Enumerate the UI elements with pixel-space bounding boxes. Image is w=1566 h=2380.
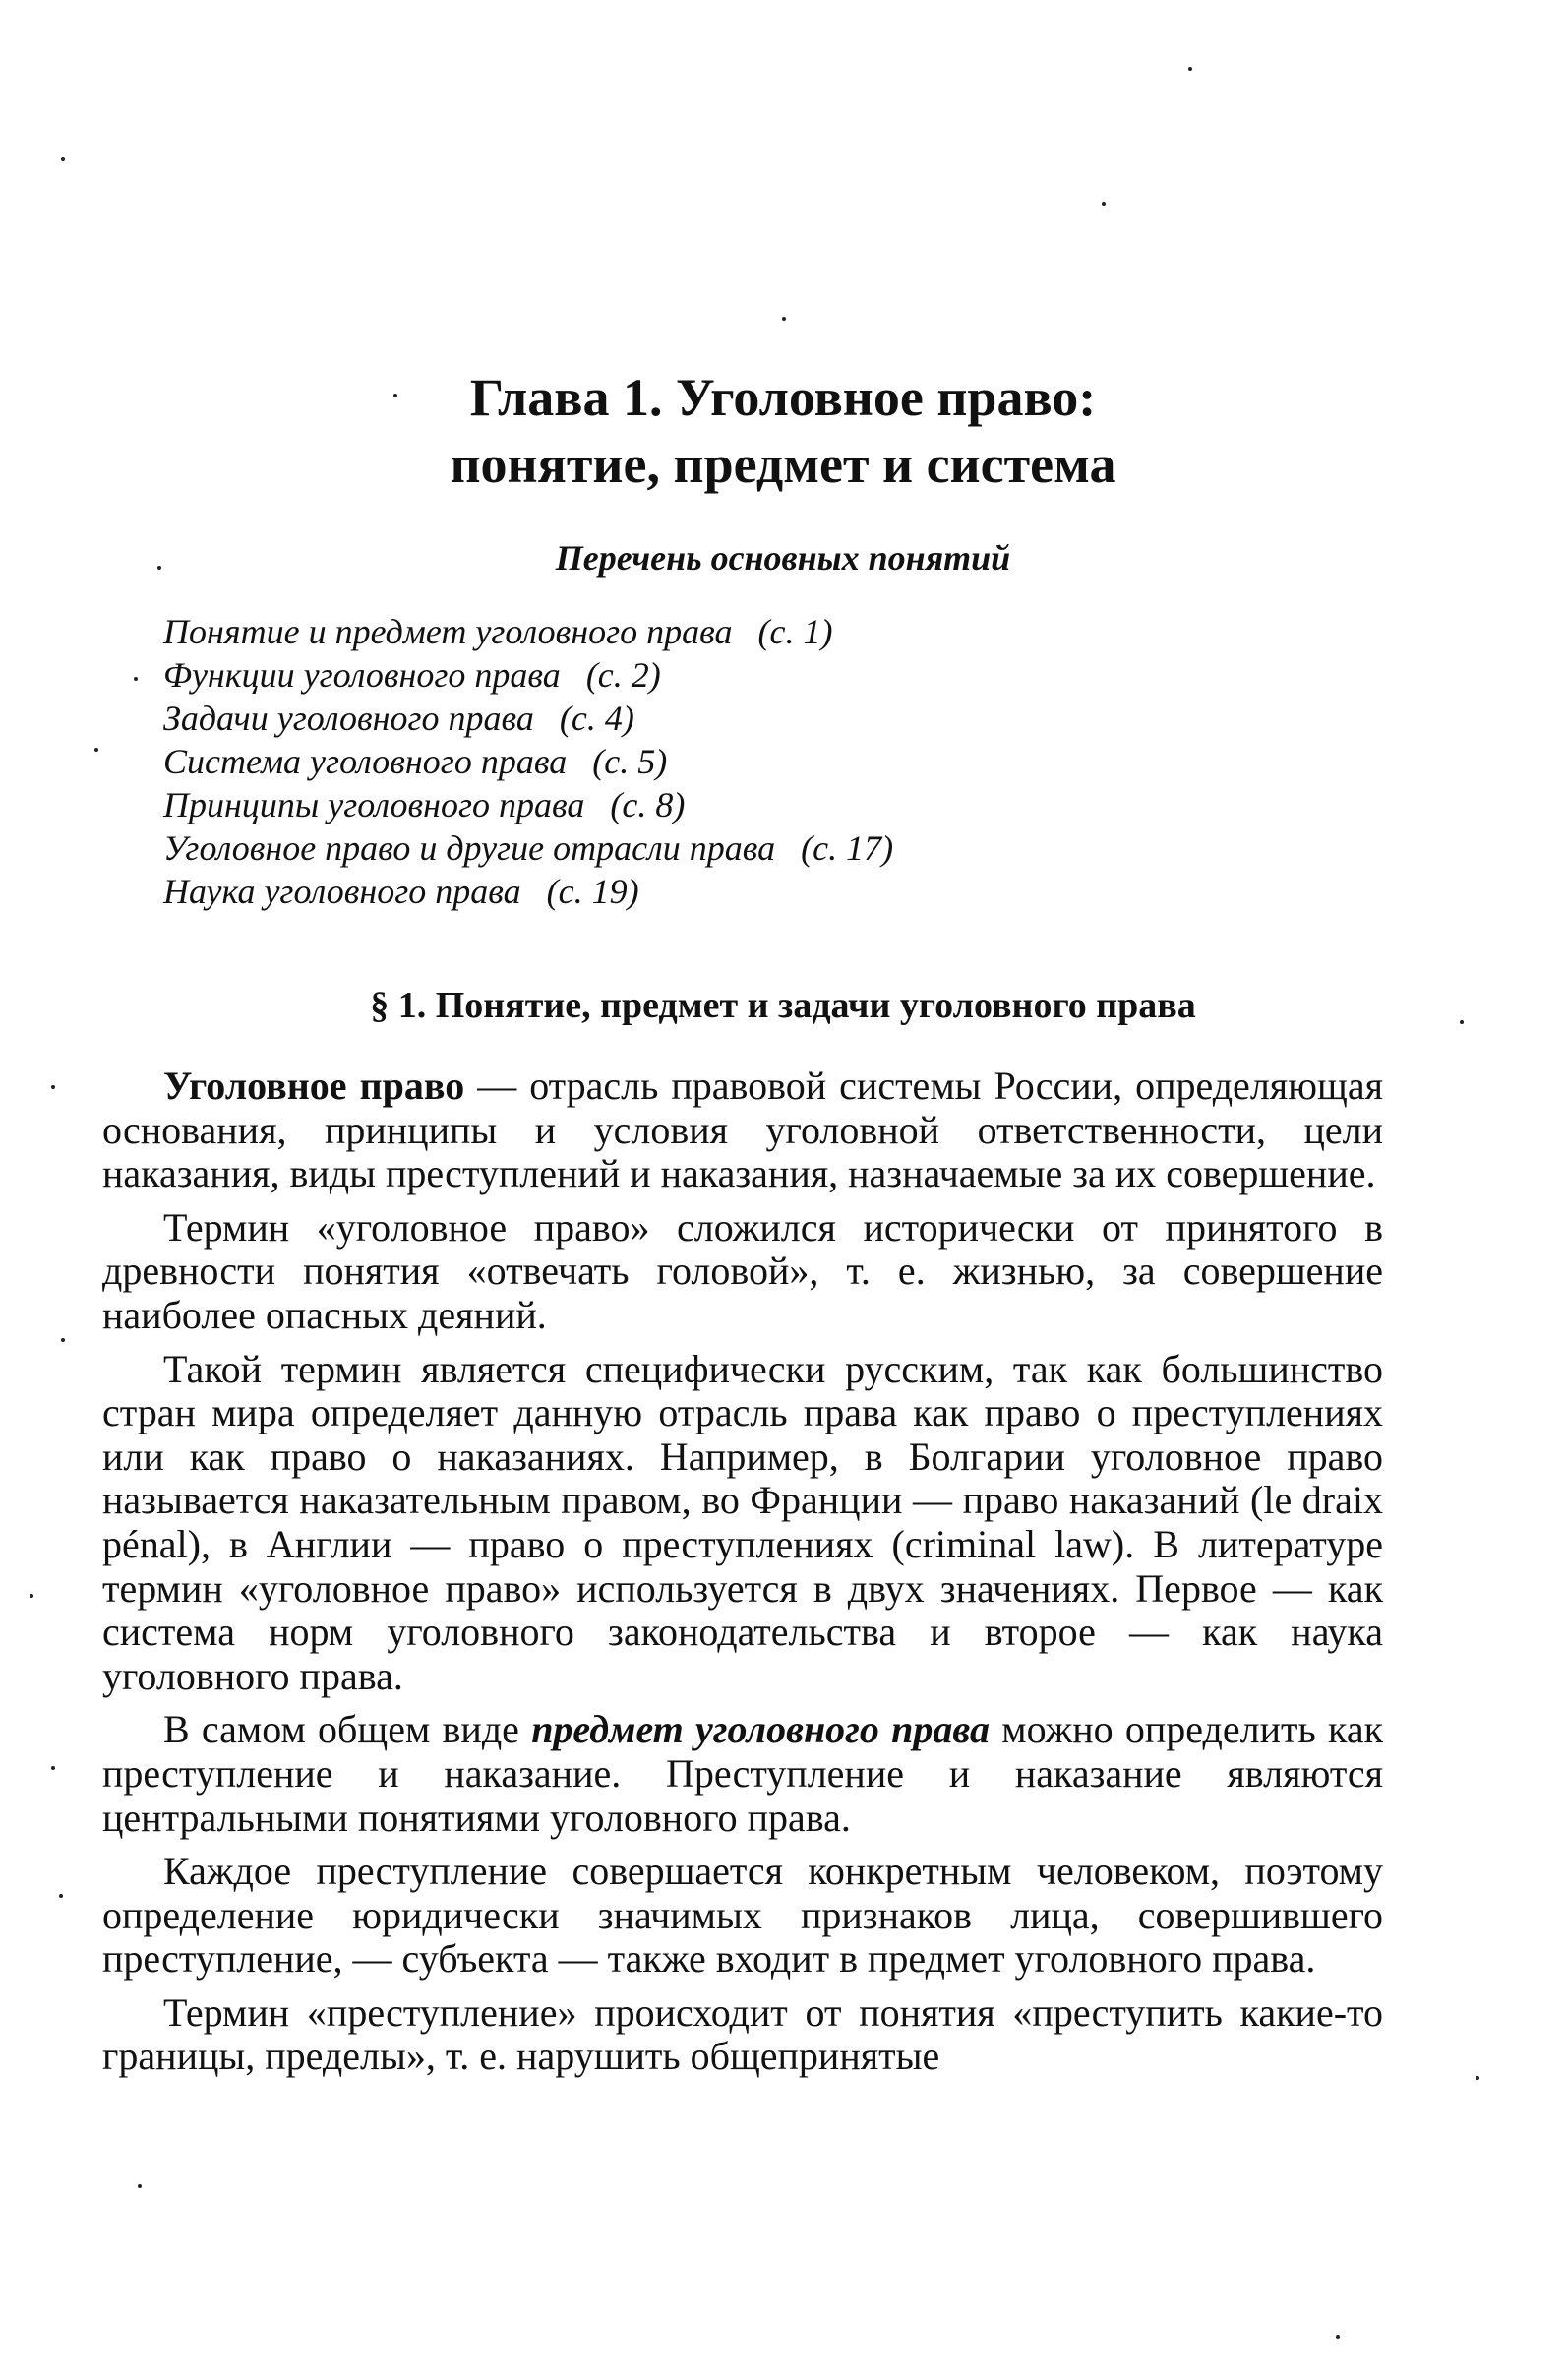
paragraph-text: можно определить как преступление и наказание. Преступление и наказание являются центральными понятиями уголовного права.: [102, 1707, 1384, 1840]
concepts-heading: Перечень основных понятий: [555, 538, 1011, 578]
concept-item: [163, 653, 1245, 697]
concept-page-ref: (с. 8): [610, 785, 686, 824]
scan-speck: [51, 1085, 55, 1089]
paragraph-term-specific: Такой термин является специфически русским, так как большинство стран мира определяет данную отрасль права как право о преступлениях или как право о наказаниях. Например, в Болгарии уголовное право называется наказательным правом, во Франции — право наказаний (le draix pénal), в Англии — право о преступлениях (criminal law). В литературе термин «уголовное право» используется в двух значениях. Первое — как система норм уголовного законодательства и второе — как наука уголовного права.: [102, 1346, 1383, 1698]
scan-speck: [59, 1894, 63, 1898]
concept-item: [163, 826, 1245, 870]
concept-item: [163, 740, 1245, 783]
scan-speck: [94, 748, 98, 752]
concept-label: Система уголовного права: [163, 742, 568, 781]
scan-speck: [138, 2184, 142, 2188]
paragraph-crime-term: Термин «преступление» происходит от понятия «преступить какие-то границы, пределы», т. е. нарушить общепринятые: [102, 1989, 1383, 2079]
scan-speck: [30, 1594, 33, 1598]
chapter-title: [0, 364, 1566, 498]
concept-label: Задачи уголовного права: [163, 699, 534, 738]
scan-speck: [61, 1338, 65, 1342]
concept-label: Понятие и предмет уголовного права: [163, 612, 733, 651]
concept-page-ref: (с. 5): [592, 742, 668, 781]
scan-speck: [1102, 202, 1106, 206]
section-heading: § 1. Понятие, предмет и задачи уголовного права: [370, 985, 1196, 1026]
paragraph-term-origin: Термин «уголовное право» сложился исторически от принятого в древности понятия «отвечать головой», т. е. жизнью, за совершение наиболее опасных деяний.: [102, 1204, 1383, 1337]
scan-speck: [51, 1766, 55, 1770]
concept-page-ref: (с. 19): [546, 872, 639, 911]
concept-page-ref: (с. 4): [559, 699, 634, 738]
concept-item: [163, 870, 1245, 913]
paragraph-definition: [102, 1065, 1383, 1196]
scan-speck: [393, 394, 397, 397]
concept-page-ref: (с. 2): [585, 655, 661, 695]
concept-label: Наука уголовного права: [163, 872, 521, 911]
scan-speck: [1188, 67, 1192, 71]
concept-label: Функции уголовного права: [163, 655, 561, 695]
concept-label: Уголовное право и другие отрасли права: [163, 828, 776, 868]
scan-speck: [782, 317, 786, 321]
scan-speck: [1460, 1020, 1464, 1024]
paragraph-offender: Каждое преступление совершается конкретным человеком, поэтому определение юридически значимых признаков лица, совершившего преступление, — субъекта — также входит в предмет уголовного права.: [102, 1849, 1383, 1982]
paragraph-text: — отрасль правовой системы России, определяющая основания, принципы и условия уголовной ответственности, цели наказания, виды преступлений и наказания, назначаемые за их совершение.: [102, 1064, 1384, 1196]
chapter-title-line-1: Глава 1. Уголовное право:: [469, 368, 1097, 427]
concept-page-ref: (с. 17): [801, 828, 894, 868]
scan-speck: [134, 677, 138, 681]
concept-page-ref: (с. 1): [757, 612, 833, 651]
term-subject-of-criminal-law: предмет уголовного права: [531, 1707, 991, 1752]
paragraph-text: В самом общем виде: [163, 1707, 532, 1752]
concept-item: [163, 610, 1245, 653]
concepts-list: [163, 610, 1245, 913]
term-criminal-law: Уголовное право: [163, 1064, 465, 1108]
scan-speck: [1336, 2335, 1340, 2339]
body-text: [102, 1065, 1383, 2089]
concept-label: Принципы уголовного права: [163, 785, 585, 824]
scan-speck: [157, 566, 161, 570]
concept-item: [163, 697, 1245, 740]
paragraph-subject: [102, 1708, 1383, 1840]
chapter-title-line-2: понятие, предмет и система: [450, 435, 1116, 494]
scan-speck: [61, 157, 65, 161]
concept-item: [163, 783, 1245, 826]
scan-speck: [1476, 2076, 1479, 2080]
